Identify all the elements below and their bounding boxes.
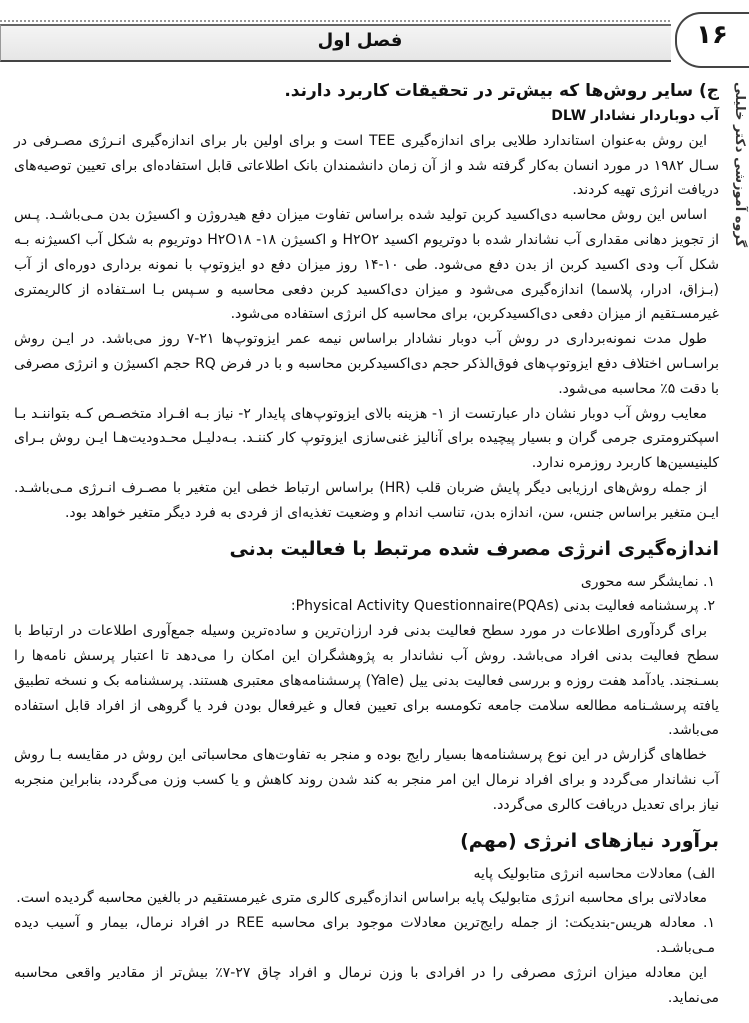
paragraph: معایب روش آب دوبار نشان دار عبارتست از ۱- هزینه بالای ایزوتوپ‌های پایدار ۲- نیاز بـه افـراد متخصـص کـه بتواننـد بـا اسپکترومتری جرمی گران و بسیار پیچیده برای آنالیز غنی‌سازی ایزوتوپ کار کننـد. بـه‌دلیـل محـدودیت‌هـا ایـن روش بـرای کلینیسین‌ها کاربرد روزمره ندارد.: [14, 405, 719, 472]
paragraph: از جمله روش‌های ارزیابی دیگر پایش ضربان قلب (HR) براساس ارتباط خطی این متغیر با مصـرف انـرژی مـی‌باشـد. ایـن متغیر براساس جنس، سن، اندازه بدن، تناسب اندام و وضعیت تغذیه‌ای از فردی به فرد دیگر متغیر خواهد بود.: [14, 479, 719, 521]
section-needs-subtitle: الف) معادلات محاسبه انرژی متابولیک پایه: [473, 865, 715, 882]
chapter-title: فصل اول: [317, 30, 403, 51]
paragraph: این روش به‌عنوان استاندارد طلایی برای اندازه‌گیری TEE است و برای اولین بار برای اندازه‌گیری انـرژی مصـرفی در سـال ۱۹۸۲ در مورد انسان به‌کار گرفته شد و از آن زمان دانشمندان بانک اطلاعاتی قابل استفاده‌ای برای تعیین توصیه‌های دریافت انرژی تهیه کردند.: [14, 132, 719, 199]
list-item: ۲. پرسشنامه فعالیت بدنی Physical Activity Questionnaire(PQAs):: [290, 598, 715, 615]
paragraph: این معادله میزان انرژی مصرفی را در افرادی با وزن نرمال و افراد چاق ۲۷-۷٪ بیش‌تر از مقادیر واقعی محاسبه می‌نماید.: [14, 964, 719, 1006]
page-content: [14, 78, 719, 1010]
list-item: ۱. نمایشگر سه محوری: [580, 573, 715, 590]
section-c-subtitle: آب دوبار‌دار نشادار DLW: [551, 108, 719, 124]
list-item: ۱. معادله هریس-بندیکت: از جمله رایج‌ترین معادلات موجود برای محاسبه REE در افراد نرمال، بیمار و آسیب دیده مـی‌باشـد.: [14, 915, 715, 956]
section-activity-title: اندازه‌گیری انرژی مصرف شده مرتبط با فعالیت بدنی: [229, 537, 719, 560]
paragraph: خطاهای گزارش در این نوع پرسشنامه‌ها بسیار رایج بوده و منجر به تفاوت‌های محاسباتی این روش در مقایسه بـا روش آب نشاندار می‌گردد و برای افراد نرمال این امر منجر به کند شدن روند کاهش و یا کسب وزن می‌گردد، بنابراین منجربه نیاز برای تعدیل دریافت کالری می‌گردد.: [14, 747, 719, 813]
section-needs-title: برآورد نیازهای انرژی (مهم): [460, 829, 719, 852]
page-header: [0, 0, 749, 80]
paragraph: اساس این روش محاسبه دی‌اکسید کربن تولید شده براساس تفاوت میزان دفع هیدروژن و اکسیژن بدن مـی‌باشـد. پـس از تجویز دهانی مقداری آب نشاندار شده با دوتریوم اکسید H۲O۲ و اکسیژن ۱۸- H۲O۱۸ دوتریوم به شکل آب اکسیژنه بـه شکل آب ودی اکسید کربن از بدن دفع می‌شود. طی ۱۰-۱۴ روز میزان دفع دو ایزوتوپ با نمونه برداری دوره‌ای از آب (بـزاق، ادرار، پلاسما) اندازه‌گیری می‌شود و میزان دی‌اکسید کربن دفعی محاسبه و سـپس بـا اسـتفاده از کالریمتری غیرمسـتقیم از میزان دفعی دی‌اکسیدکربن، برای محاسبه کل انرژی استفاده می‌شود.: [14, 207, 719, 323]
paragraph: برای گردآوری اطلاعات در مورد سطح فعالیت بدنی فرد ارزان‌ترین و ساده‌ترین وسیله جمع‌آوری اطلاعات در ارتباط با سطح فعالیت بدنی افراد می‌باشد. روش آب نشاندار به پژوهشگران این امکان را می‌دهد تا اعتبار پرسش نامه‌ها را بسـنجند. یادآمد هفت روزه و بررسی فعالیت بدنی ییل (Yale) پرسشنامه‌های معتبری هستند. پرسشنامه بک و نسخه تطبیق یافته پرسشـنامه مطالعه سلامت جامعه تکومسه برای تعیین فعال و غیرفعال بودن فرد یا گروهی از افراد قابل استفاده می‌باشد.: [14, 623, 720, 739]
paragraph: طول مدت نمونه‌برداری در روش آب دوبار نشادار براساس نیمه عمر ایزوتوپ‌ها ۲۱-۷ روز می‌باشد. در ایـن روش براسـاس اختلاف دفع ایزوتوپ‌های فوق‌الذکر حجم دی‌اکسیدکربن محاسبه و با در فرض RQ حجم اکسیژن و انرژی مصرفی با دقت ۵٪ محاسبه می‌شود.: [14, 331, 720, 397]
paragraph: معادلاتی برای محاسبه انرژی متابولیک پایه براساس اندازه‌گیری کالری متری غیرمستقیم در بالغین محاسبه گردیده است.: [16, 890, 707, 907]
section-c-title: ج) سایر روش‌ها که بیش‌تر در تحقیقات کاربرد دارند.: [284, 81, 719, 101]
side-publisher-label: گروه آموزشی دکتر خلیلی: [732, 82, 747, 248]
header-dotted-rule: [0, 20, 670, 22]
page-number: ۱۶: [696, 20, 728, 50]
